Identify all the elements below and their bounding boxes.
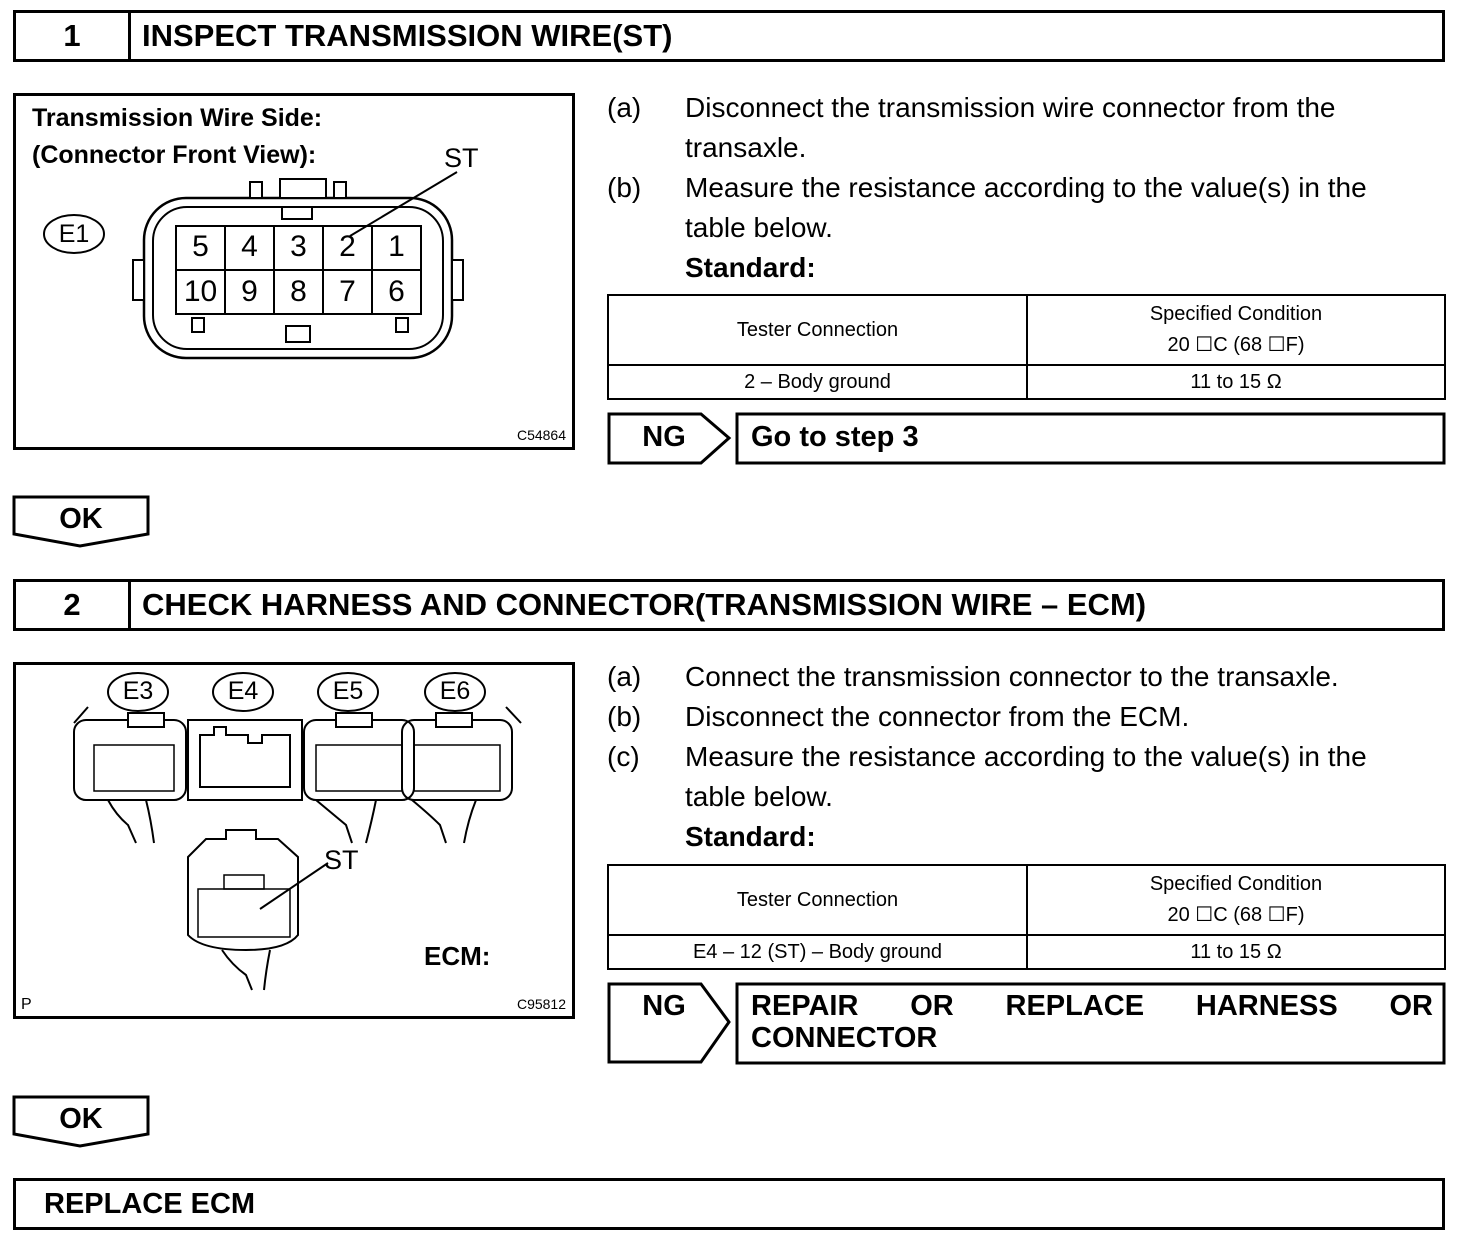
step1-figure — [13, 93, 575, 450]
step1-spec-table — [607, 294, 1446, 400]
instruction-text-cont: transaxle. — [685, 132, 807, 163]
connector-id-e3: E3 — [122, 677, 154, 705]
table-header-condition — [1027, 295, 1445, 365]
figure-code: C95812 — [516, 996, 566, 1012]
condition-header-line2: 20 ☐C (68 ☐F) — [1167, 904, 1305, 926]
connector-id-e6: E6 — [439, 677, 471, 705]
step2-title: CHECK HARNESS AND CONNECTOR(TRANSMISSION WIRE – ECM) — [142, 587, 1147, 622]
step1-ok-badge[interactable]: OK — [59, 503, 103, 535]
standard-label: Standard: — [685, 252, 816, 283]
condition-header-line1: Specified Condition — [1149, 303, 1323, 325]
connector-e1-drawing — [16, 96, 572, 447]
table-cell-condition: 11 to 15 Ω — [1027, 365, 1445, 399]
step2-ng-action-line1[interactable]: REPAIR OR REPLACE HARNESS OR — [751, 990, 1433, 1022]
instruction-text: Disconnect the connector from the ECM. — [685, 701, 1190, 732]
step2-figure — [13, 662, 575, 1019]
step1-ng-shapes — [607, 412, 1447, 466]
step2-spec-table — [607, 864, 1446, 970]
instruction-text-cont: table below. — [685, 781, 833, 812]
step1-title: INSPECT TRANSMISSION WIRE(ST) — [142, 18, 673, 53]
figure1-label-line1: Transmission Wire Side: — [32, 104, 323, 132]
table-cell-connection: 2 – Body ground — [608, 365, 1027, 399]
pin-number: 1 — [388, 230, 405, 263]
table-header-tester: Tester Connection — [608, 865, 1027, 935]
step2-ng-badge: NG — [642, 990, 686, 1022]
instruction-text: Measure the resistance according to the value(s) in the — [685, 741, 1367, 772]
instruction-text-cont: table below. — [685, 212, 833, 243]
step1-ng-badge: NG — [642, 421, 686, 453]
instruction-label: (a) — [607, 92, 642, 123]
table-cell-condition: 11 to 15 Ω — [1027, 935, 1445, 969]
condition-header-line1: Specified Condition — [1149, 873, 1323, 895]
pin-number: 10 — [183, 275, 218, 308]
step2-instructions — [607, 657, 1445, 857]
final-action-title[interactable]: REPLACE ECM — [44, 1187, 256, 1220]
pin-number: 9 — [241, 275, 258, 308]
table-header-condition — [1027, 865, 1445, 935]
figure1-label-line2: (Connector Front View): — [32, 141, 317, 169]
pin-number: 2 — [339, 230, 356, 263]
step2-ok-badge[interactable]: OK — [59, 1103, 103, 1135]
pin-number: 3 — [290, 230, 307, 263]
standard-label: Standard: — [685, 821, 816, 852]
step1-instructions — [607, 88, 1445, 288]
st-label: ST — [444, 143, 479, 173]
connector-id-e5: E5 — [332, 677, 364, 705]
step1-ng-action[interactable]: Go to step 3 — [751, 421, 919, 453]
instruction-label: (c) — [607, 741, 640, 772]
table-cell-connection: E4 – 12 (ST) – Body ground — [608, 935, 1027, 969]
connector-id-e4: E4 — [227, 677, 259, 705]
step1-number: 1 — [16, 13, 131, 59]
final-action-box — [13, 1178, 1445, 1230]
step1-header — [13, 10, 1445, 62]
instruction-label: (a) — [607, 661, 642, 692]
step2-ng-action-line2[interactable]: CONNECTOR — [751, 1022, 938, 1054]
instruction-text: Measure the resistance according to the value(s) in the — [685, 172, 1367, 203]
connector-id-e1: E1 — [58, 220, 90, 248]
instruction-label: (b) — [607, 172, 642, 203]
condition-header-line2: 20 ☐C (68 ☐F) — [1167, 334, 1305, 356]
instruction-text: Disconnect the transmission wire connector from the — [685, 92, 1336, 123]
pin-number: 4 — [241, 230, 258, 263]
st-pointer-line — [260, 863, 328, 909]
pin-number: 8 — [290, 275, 307, 308]
corner-label: P — [21, 996, 32, 1013]
pin-number: 7 — [339, 275, 356, 308]
instruction-label: (b) — [607, 701, 642, 732]
table-header-tester: Tester Connection — [608, 295, 1027, 365]
step2-header — [13, 579, 1445, 631]
instruction-text: Connect the transmission connector to the transaxle. — [685, 661, 1339, 692]
step2-number: 2 — [16, 582, 131, 628]
pin-number: 5 — [192, 230, 209, 263]
pin-number: 6 — [388, 275, 405, 308]
st-label: ST — [324, 845, 359, 875]
ecm-label: ECM: — [424, 941, 491, 971]
figure-code: C54864 — [516, 427, 566, 443]
